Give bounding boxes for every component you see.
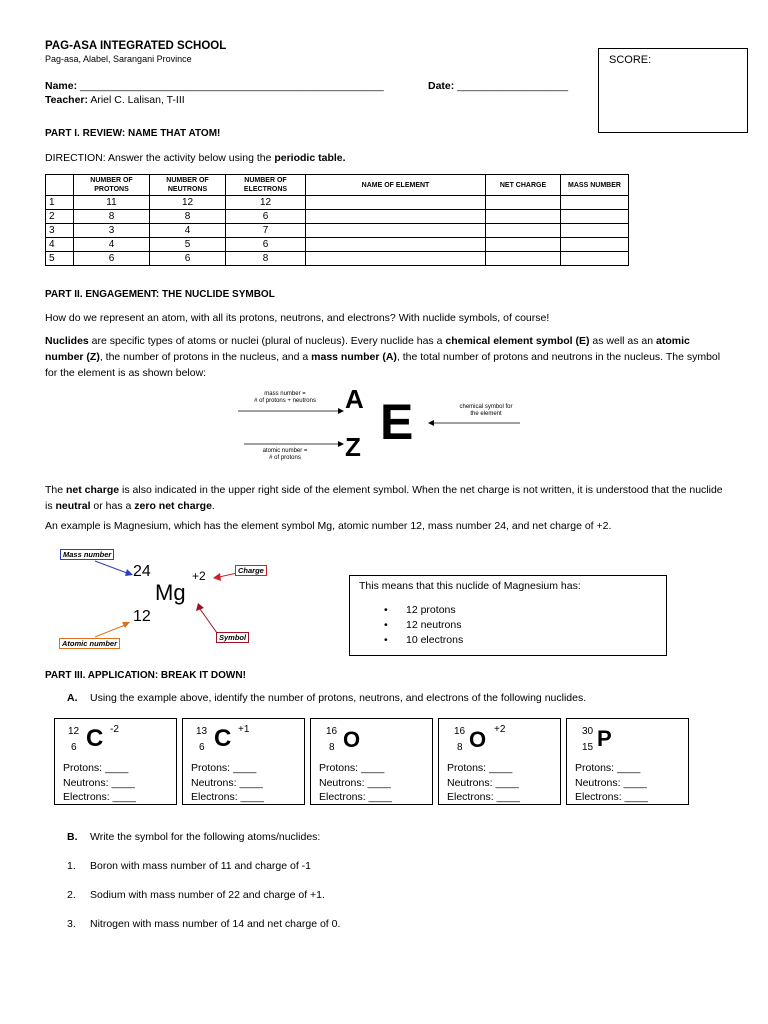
caption-line: chemical symbol for bbox=[459, 404, 513, 410]
table-row bbox=[46, 210, 629, 224]
cell-charge-answer[interactable] bbox=[486, 210, 561, 224]
part2-paragraph-1 bbox=[45, 333, 725, 381]
caption-line: mass number = bbox=[264, 391, 306, 397]
nuclide-mass: 16 bbox=[454, 726, 466, 737]
nuclide-symbol bbox=[567, 721, 688, 761]
cell-electrons: 6 bbox=[226, 210, 306, 224]
electrons-line[interactable]: Electrons: ____ bbox=[319, 791, 392, 803]
name-label: Name: bbox=[45, 80, 78, 92]
symbol-arrow-head bbox=[428, 420, 434, 426]
nuclide-answer-lines bbox=[447, 761, 520, 805]
text-run: net charge bbox=[66, 484, 120, 496]
name-field[interactable]: ____________________________________________________ bbox=[80, 80, 384, 92]
cell-mass-answer[interactable] bbox=[561, 210, 629, 224]
neutrons-line[interactable]: Neutrons: ____ bbox=[191, 776, 263, 789]
cell-charge-answer[interactable] bbox=[486, 196, 561, 210]
nuclide-atomic: 15 bbox=[582, 742, 594, 753]
nuclide-mass: 12 bbox=[68, 726, 80, 737]
text-run: neutral bbox=[55, 500, 91, 512]
mass-label-arrow bbox=[95, 561, 127, 573]
nuclide-box bbox=[438, 718, 561, 805]
mg-charge: +2 bbox=[192, 569, 206, 583]
caption-line: # of protons + neutrons bbox=[254, 398, 316, 404]
table-header: NAME OF ELEMENT bbox=[306, 175, 486, 196]
cell-element-answer[interactable] bbox=[306, 210, 486, 224]
part3-b-text: Write the symbol for the following atoms/nuclides: bbox=[90, 831, 321, 843]
nuclide-charge: +2 bbox=[494, 724, 506, 735]
electrons-line[interactable]: Electrons: ____ bbox=[447, 791, 520, 803]
part3-b-row bbox=[67, 831, 320, 843]
cell-charge-answer[interactable] bbox=[486, 224, 561, 238]
nuclide-charge: -2 bbox=[110, 724, 119, 735]
list-item-text: 12 neutrons bbox=[406, 619, 462, 631]
table-header: NET CHARGE bbox=[486, 175, 561, 196]
date-field[interactable]: ___________________ bbox=[457, 80, 569, 92]
nuclide-answer-lines bbox=[63, 761, 136, 805]
text-run: are specific types of atoms or nuclei (plural of nucleus). Every nuclide has a bbox=[88, 335, 446, 347]
nuclide-box bbox=[310, 718, 433, 805]
item-number: 3. bbox=[67, 918, 76, 930]
item-text: Nitrogen with mass number of 14 and net charge of 0. bbox=[90, 918, 341, 930]
caption-line: the element bbox=[470, 411, 502, 417]
cell-mass-answer[interactable] bbox=[561, 196, 629, 210]
symbol-tag: Symbol bbox=[216, 632, 249, 643]
cell-neutrons: 8 bbox=[150, 210, 226, 224]
nuclide-atomic: 8 bbox=[457, 742, 463, 753]
list-item-text: 10 electrons bbox=[406, 634, 464, 646]
caption-line: # of protons bbox=[269, 455, 301, 461]
school-name: PAG-ASA INTEGRATED SCHOOL bbox=[45, 40, 227, 52]
part3-a-row bbox=[67, 692, 586, 704]
nuclide-element: O bbox=[469, 727, 487, 752]
text-run: Nuclides bbox=[45, 335, 89, 347]
cell-element-answer[interactable] bbox=[306, 224, 486, 238]
protons-line[interactable]: Protons: ____ bbox=[447, 762, 513, 774]
cell-neutrons: 6 bbox=[150, 252, 226, 266]
cell-element-answer[interactable] bbox=[306, 238, 486, 252]
protons-line[interactable]: Protons: ____ bbox=[191, 762, 257, 774]
nuclide-atomic: 6 bbox=[71, 742, 77, 753]
nuclide-mass: 16 bbox=[326, 726, 338, 737]
table-row bbox=[46, 238, 629, 252]
neutrons-line[interactable]: Neutrons: ____ bbox=[63, 776, 135, 789]
caption-line: atomic number = bbox=[262, 448, 308, 454]
table-header-row bbox=[46, 175, 629, 196]
list-item bbox=[67, 918, 340, 930]
magnesium-example bbox=[55, 545, 295, 655]
electrons-line[interactable]: Electrons: ____ bbox=[63, 791, 136, 803]
list-item bbox=[67, 860, 311, 872]
table-header: MASS NUMBER bbox=[561, 175, 629, 196]
symbol-label-arrow bbox=[200, 609, 217, 633]
cell-protons: 8 bbox=[74, 210, 150, 224]
cell-electrons: 7 bbox=[226, 224, 306, 238]
teacher-name: Ariel C. Lalisan, T-III bbox=[90, 94, 185, 106]
text-run: mass number (A) bbox=[311, 351, 397, 363]
element-symbol-caption bbox=[445, 404, 527, 418]
cell-protons: 6 bbox=[74, 252, 150, 266]
cell-charge-answer[interactable] bbox=[486, 252, 561, 266]
table-row bbox=[46, 224, 629, 238]
text-run: . bbox=[211, 500, 215, 512]
mg-mass-number: 24 bbox=[133, 563, 151, 580]
list-item-text: 12 protons bbox=[406, 604, 456, 616]
name-row bbox=[45, 80, 384, 92]
row-index: 5 bbox=[46, 252, 74, 266]
cell-mass-answer[interactable] bbox=[561, 238, 629, 252]
mg-symbol: Mg bbox=[155, 580, 186, 605]
nuclide-box bbox=[182, 718, 305, 805]
means-box-title: This means that this nuclide of Magnesium has: bbox=[359, 580, 581, 592]
atomic-number-tag: Atomic number bbox=[59, 638, 120, 649]
cell-neutrons: 4 bbox=[150, 224, 226, 238]
atomic-arrow-head bbox=[338, 441, 344, 447]
nuclide-answer-lines bbox=[191, 761, 264, 805]
means-box-list bbox=[384, 603, 463, 648]
table-header-index bbox=[46, 175, 74, 196]
direction-bold: periodic table. bbox=[274, 152, 346, 164]
row-index: 1 bbox=[46, 196, 74, 210]
part2-paragraph-3: An example is Magnesium, which has the element symbol Mg, atomic number 12, mass number 24, and net charge of +2. bbox=[45, 520, 612, 532]
atomic-label-arrowhead bbox=[122, 622, 130, 628]
atomic-label-arrow bbox=[95, 625, 125, 637]
cell-electrons: 6 bbox=[226, 238, 306, 252]
table-row bbox=[46, 196, 629, 210]
part1-title: PART I. REVIEW: NAME THAT ATOM! bbox=[45, 128, 221, 139]
nuclide-box bbox=[566, 718, 689, 805]
list-item: • 12 protons bbox=[384, 604, 456, 616]
nuclide-mass: 30 bbox=[582, 726, 594, 737]
teacher-row bbox=[45, 94, 185, 106]
charge-tag: Charge bbox=[235, 565, 267, 576]
text-run: zero net charge bbox=[134, 500, 212, 512]
protons-line[interactable]: Protons: ____ bbox=[63, 762, 129, 774]
electrons-line[interactable]: Electrons: ____ bbox=[191, 791, 264, 803]
list-item: • 10 electrons bbox=[384, 634, 464, 646]
element-symbol: E bbox=[380, 394, 414, 450]
item-letter: A. bbox=[67, 692, 78, 704]
part2-intro: How do we represent an atom, with all its protons, neutrons, and electrons? With nuclide symbols, of course! bbox=[45, 312, 550, 324]
nuclide-element: O bbox=[343, 727, 361, 752]
mass-number-tag: Mass number bbox=[60, 549, 114, 560]
cell-protons: 3 bbox=[74, 224, 150, 238]
school-address: Pag-asa, Alabel, Sarangani Province bbox=[45, 54, 192, 64]
nuclide-element: C bbox=[214, 725, 232, 752]
text-run: chemical element symbol (E) bbox=[445, 335, 590, 347]
nuclide-box bbox=[54, 718, 177, 805]
table-row bbox=[46, 252, 629, 266]
item-text: Sodium with mass number of 22 and charge of +1. bbox=[90, 889, 325, 901]
cell-electrons: 12 bbox=[226, 196, 306, 210]
date-label: Date: bbox=[428, 80, 455, 92]
mass-label-arrowhead bbox=[125, 569, 133, 576]
cell-protons: 4 bbox=[74, 238, 150, 252]
charge-label-arrowhead bbox=[213, 573, 221, 581]
cell-electrons: 8 bbox=[226, 252, 306, 266]
neutrons-line[interactable]: Neutrons: ____ bbox=[319, 776, 391, 789]
item-letter: B. bbox=[67, 831, 78, 843]
table-header: NUMBER OF PROTONS bbox=[74, 175, 150, 196]
cell-neutrons: 12 bbox=[150, 196, 226, 210]
text-run: , the number of protons in the nucleus, and a bbox=[99, 351, 312, 363]
table-header: NUMBER OF NEUTRONS bbox=[150, 175, 226, 196]
part3-title: PART III. APPLICATION: BREAK IT DOWN! bbox=[45, 670, 246, 681]
item-text: Boron with mass number of 11 and charge of -1 bbox=[90, 860, 312, 872]
item-number: 2. bbox=[67, 889, 76, 901]
protons-line[interactable]: Protons: ____ bbox=[575, 762, 641, 774]
item-number: 1. bbox=[67, 860, 76, 872]
means-box bbox=[349, 575, 667, 656]
nuclide-charge: +1 bbox=[238, 724, 250, 735]
mass-arrow-head bbox=[338, 408, 344, 414]
date-row bbox=[428, 80, 568, 92]
list-item bbox=[67, 889, 325, 901]
nuclide-symbol bbox=[439, 721, 560, 761]
nuclide-atomic: 8 bbox=[329, 742, 335, 753]
protons-line[interactable]: Protons: ____ bbox=[319, 762, 385, 774]
score-label: SCORE: bbox=[609, 54, 652, 66]
mass-number-symbol: A bbox=[345, 384, 364, 414]
nuclide-answer-lines bbox=[575, 761, 648, 805]
nuclide-mass: 13 bbox=[196, 726, 208, 737]
neutrons-line[interactable]: Neutrons: ____ bbox=[447, 776, 519, 789]
cell-mass-answer[interactable] bbox=[561, 224, 629, 238]
nuclide-diagram bbox=[230, 385, 540, 465]
atomic-number-symbol: Z bbox=[345, 432, 361, 462]
text-run: The bbox=[45, 484, 67, 496]
row-index: 3 bbox=[46, 224, 74, 238]
table-header: NUMBER OF ELECTRONS bbox=[226, 175, 306, 196]
text-run: or has a bbox=[90, 500, 135, 512]
nuclide-symbol bbox=[55, 721, 176, 761]
cell-neutrons: 5 bbox=[150, 238, 226, 252]
part2-paragraph-2 bbox=[45, 482, 725, 514]
row-index: 2 bbox=[46, 210, 74, 224]
score-box[interactable] bbox=[598, 48, 748, 133]
row-index: 4 bbox=[46, 238, 74, 252]
cell-element-answer[interactable] bbox=[306, 196, 486, 210]
mg-atomic-number: 12 bbox=[133, 608, 151, 625]
electrons-line[interactable]: Electrons: ____ bbox=[575, 791, 648, 803]
teacher-label: Teacher: bbox=[45, 94, 88, 106]
part3-a-text: Using the example above, identify the number of protons, neutrons, and electrons of the following nuclides. bbox=[90, 692, 587, 704]
nuclide-element: C bbox=[86, 725, 104, 752]
nuclide-answer-lines bbox=[319, 761, 392, 805]
text-run: is also indicated in the upper right side of the element symbol. When the net charge is not written, it is understood that the nuclide is bbox=[45, 484, 723, 512]
nuclide-element: P bbox=[597, 726, 612, 751]
nuclide-symbol bbox=[183, 721, 304, 761]
nuclide-symbol bbox=[311, 721, 432, 761]
list-item: • 12 neutrons bbox=[384, 619, 462, 631]
text-run: atomic number (Z) bbox=[45, 335, 690, 363]
part2-title: PART II. ENGAGEMENT: THE NUCLIDE SYMBOL bbox=[45, 289, 275, 300]
text-run: , the total number of protons and neutrons in the nucleus. The symbol for the element is as shown below: bbox=[45, 351, 721, 379]
neutrons-line[interactable]: Neutrons: ____ bbox=[575, 776, 647, 789]
cell-mass-answer[interactable] bbox=[561, 252, 629, 266]
atom-table bbox=[45, 174, 629, 266]
cell-element-answer[interactable] bbox=[306, 252, 486, 266]
direction-text: DIRECTION: Answer the activity below using the bbox=[45, 152, 275, 164]
cell-protons: 11 bbox=[74, 196, 150, 210]
nuclide-atomic: 6 bbox=[199, 742, 205, 753]
cell-charge-answer[interactable] bbox=[486, 238, 561, 252]
text-run: as well as an bbox=[589, 335, 657, 347]
part1-direction bbox=[45, 152, 346, 164]
